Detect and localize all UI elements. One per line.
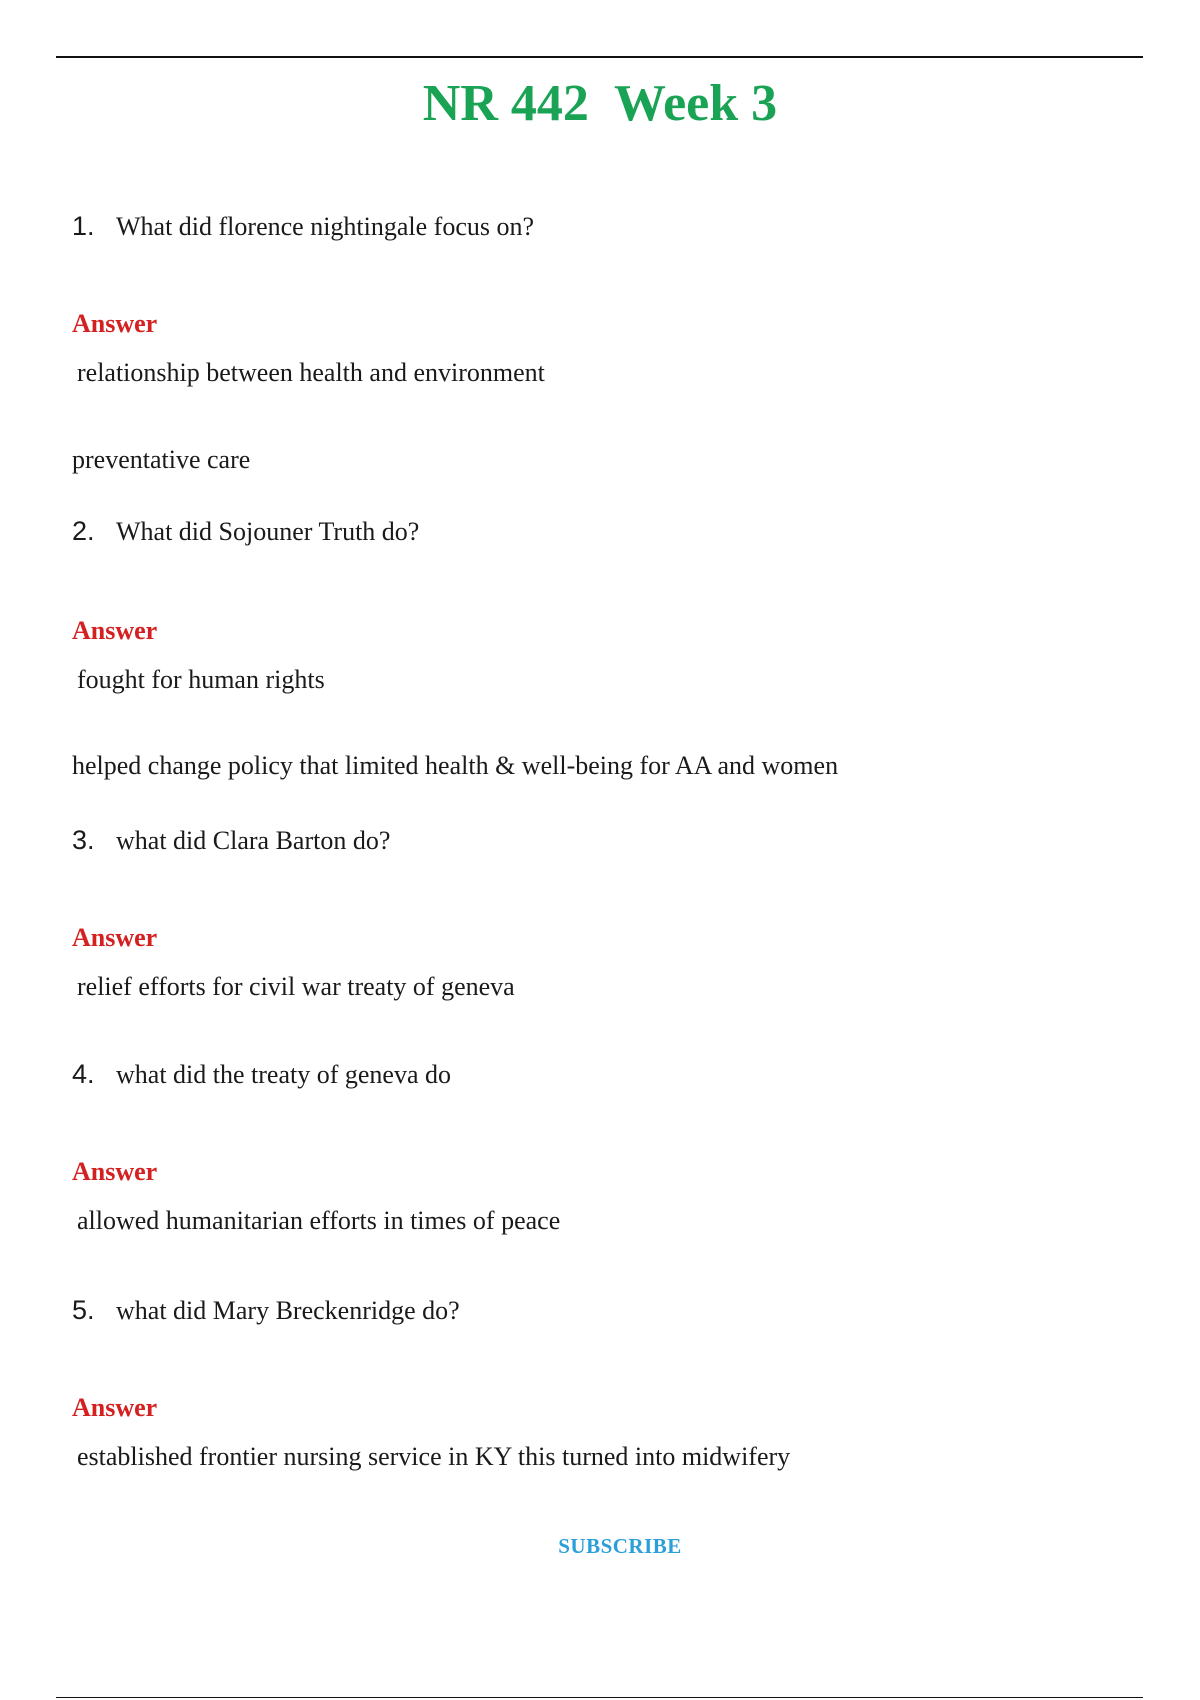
answer-text: preventative care bbox=[72, 445, 251, 474]
question-number: 3. bbox=[72, 825, 95, 855]
document-title: NR 442 Week 3 bbox=[422, 75, 778, 132]
answer-label: Answer bbox=[72, 923, 158, 952]
answer-label: Answer bbox=[72, 1157, 158, 1186]
answer-text: helped change policy that limited health & well-being for AA and women bbox=[72, 751, 839, 780]
question-text: What did Sojouner Truth do? bbox=[116, 517, 420, 546]
answer-text: relationship between health and environment bbox=[77, 358, 545, 387]
answer-text: established frontier nursing service in KY this turned into midwifery bbox=[77, 1442, 791, 1471]
question-number: 4. bbox=[72, 1059, 95, 1089]
answer-text: fought for human rights bbox=[77, 665, 325, 694]
question-text: what did Mary Breckenridge do? bbox=[116, 1296, 460, 1325]
question-text: what did Clara Barton do? bbox=[116, 826, 391, 855]
answer-text: relief efforts for civil war treaty of geneva bbox=[77, 972, 515, 1001]
bottom-divider bbox=[56, 1697, 1143, 1698]
question-text: What did florence nightingale focus on? bbox=[116, 212, 535, 241]
answer-label: Answer bbox=[72, 616, 158, 645]
answer-label: Answer bbox=[72, 1393, 158, 1422]
answer-label: Answer bbox=[72, 309, 158, 338]
question-text: what did the treaty of geneva do bbox=[116, 1060, 451, 1089]
subscribe-link[interactable]: SUBSCRIBE bbox=[558, 1534, 682, 1558]
answer-text: allowed humanitarian efforts in times of peace bbox=[77, 1206, 561, 1235]
top-divider bbox=[56, 56, 1143, 58]
question-number: 2. bbox=[72, 516, 95, 546]
question-number: 1. bbox=[72, 211, 95, 241]
question-number: 5. bbox=[72, 1295, 95, 1325]
